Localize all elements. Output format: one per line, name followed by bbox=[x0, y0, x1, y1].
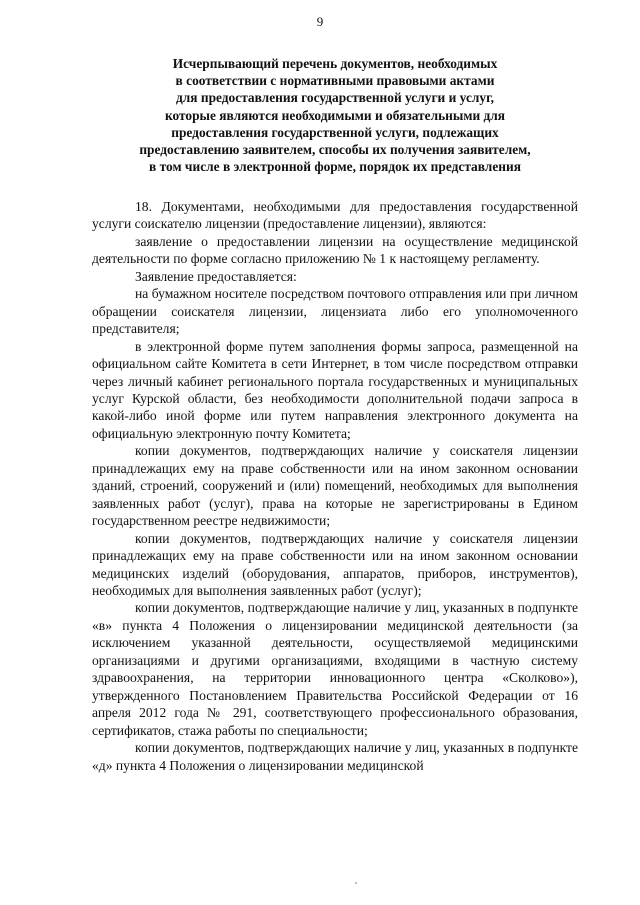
title-line: в том числе в электронной форме, порядок их представления bbox=[149, 159, 521, 175]
page-number: 9 bbox=[316, 14, 324, 29]
title-line: предоставления государственной услуги, подлежащих bbox=[171, 124, 499, 140]
title-line: Исчерпывающий перечень документов, необходимых bbox=[172, 56, 498, 71]
paragraph-submission-methods: Заявление предоставляется: bbox=[135, 268, 297, 284]
section-title bbox=[90, 55, 580, 175]
paragraph-subitem-d-documents: копии документов, подтверждающих наличие у лиц, указанных в подпункте «д» пункта 4 Положения о лицензировании медицинской bbox=[92, 740, 578, 773]
document-body bbox=[92, 198, 578, 774]
paragraph-application: заявление о предоставлении лицензии на осуществление медицинской деятельности по форме согласно приложению № 1 к настоящему регламенту. bbox=[92, 233, 578, 267]
paragraph-equipment-documents: копии документов, подтверждающих наличие у соискателя лицензии принадлежащих ему на праве собственности или на ином законном основании медицинских изделий (оборудования, аппаратов, приборов, инструментов), необходимых для выполнения заявленных работ (услуг); bbox=[92, 530, 578, 598]
paragraph-buildings-documents: копии документов, подтверждающих наличие у соискателя лицензии принадлежащих ему на праве собственности или на ином законном основании зданий, строений, сооружений и (или) помещений, необходимых для выполнения заявленных работ (услуг), права на которые не зарегистрированы в Едином государственном реестре недвижимости; bbox=[92, 443, 578, 529]
paragraph-electronic-form: в электронной форме путем заполнения формы запроса, размещенной на официальном сайте Комитета в сети Интернет, в том числе посредством отправки через личный кабинет регионального портала государственных и муниципальных услуг Курской области, без необходимости дополнительной подачи запроса в какой-либо иной форме или путем направления электронного документа на официальную электронную почту Комитета; bbox=[92, 338, 578, 441]
title-line: которые являются необходимыми и обязательными для bbox=[164, 107, 506, 123]
title-line: предоставлению заявителем, способы их получения заявителем, bbox=[139, 142, 531, 158]
title-line: для предоставления государственной услуги и услуг, bbox=[175, 90, 495, 106]
paragraph-clause-18: 18. Документами, необходимыми для предоставления государственной услуги соискателю лицензии (предоставление лицензии), являются: bbox=[92, 199, 578, 232]
paragraph-qualification-documents: копии документов, подтверждающие наличие у лиц, указанных в подпункте «в» пункта 4 Положения о лицензировании медицинской деятельности (за исключением указанной деятельности, осуществляемой медицинскими организациями и другими организациями, входящими в частную систему здравоохранения, на территории инновационного центра «Сколково»), утвержденного Постановлением Правительства Российской Федерации от 16 апреля 2012 года № 291, соответствующего профессионального образования, сертификатов, стажа работы по специальности; bbox=[92, 600, 578, 738]
paragraph-paper-form: на бумажном носителе посредством почтового отправления или при личном обращении соискателя лицензии, лицензиата либо его уполномоченного представителя; bbox=[92, 286, 578, 337]
scan-speck bbox=[355, 882, 357, 884]
title-line: в соответствии с нормативными правовыми актами bbox=[175, 73, 495, 89]
